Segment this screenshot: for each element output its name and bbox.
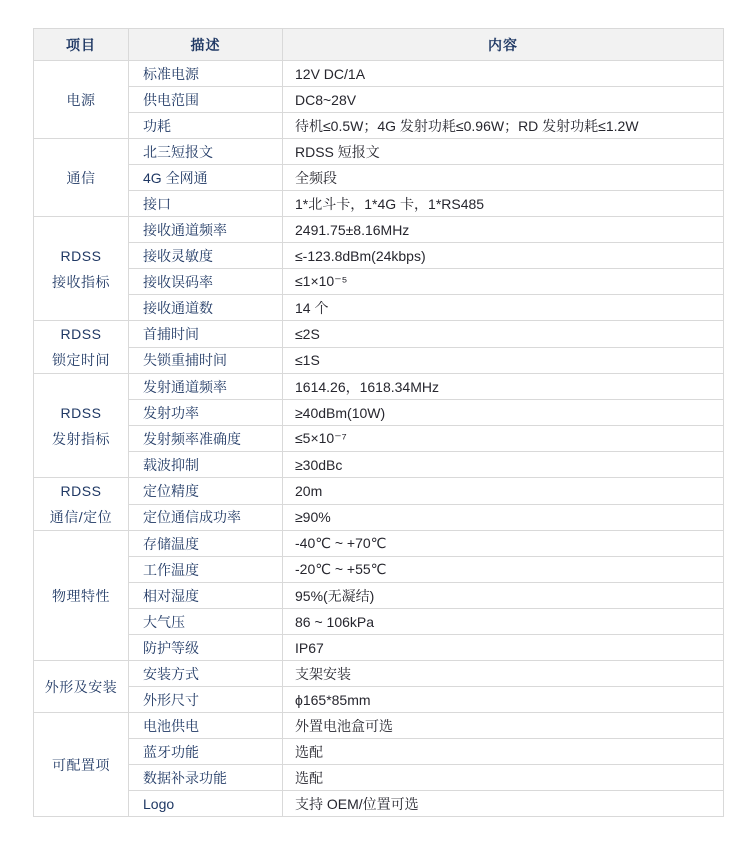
spec-desc-cell: 外形尺寸 — [129, 687, 283, 713]
spec-row — [34, 583, 724, 609]
spec-desc-cell: 数据补录功能 — [129, 765, 283, 791]
spec-desc-cell: 接收通道数 — [129, 295, 283, 321]
spec-content-cell: RDSS 短报文 — [283, 139, 724, 165]
spec-desc-cell: 定位精度 — [129, 478, 283, 505]
spec-desc-cell: 载波抑制 — [129, 452, 283, 478]
spec-table-header — [34, 29, 724, 61]
spec-content-cell: ≤2S — [283, 321, 724, 348]
spec-desc-cell: 蓝牙功能 — [129, 739, 283, 765]
spec-content-cell: 全频段 — [283, 165, 724, 191]
spec-row — [34, 504, 724, 531]
header-item: 项目 — [34, 29, 129, 61]
spec-desc-cell: 电池供电 — [129, 713, 283, 739]
item-group-cell — [34, 321, 129, 374]
spec-desc-cell: 功耗 — [129, 113, 283, 139]
item-group-label: 外形及安装 — [44, 678, 118, 695]
spec-row — [34, 739, 724, 765]
spec-row — [34, 61, 724, 87]
item-group-cell — [34, 478, 129, 531]
spec-desc-cell: 防护等级 — [129, 635, 283, 661]
spec-content-cell: ≥40dBm(10W) — [283, 400, 724, 426]
item-group-label: 接收指标 — [52, 273, 110, 290]
spec-row — [34, 687, 724, 713]
spec-row — [34, 139, 724, 165]
item-group-label: RDSS — [60, 326, 102, 342]
spec-content-cell: ≥30dBc — [283, 452, 724, 478]
item-group-label: RDSS — [60, 247, 102, 264]
spec-content-cell: ≤-123.8dBm(24kbps) — [283, 243, 724, 269]
spec-row — [34, 321, 724, 348]
spec-row — [34, 269, 724, 295]
spec-desc-cell: 接口 — [129, 191, 283, 217]
spec-content-cell: ≤5×10⁻⁷ — [283, 426, 724, 452]
spec-row — [34, 609, 724, 635]
spec-desc-cell: 大气压 — [129, 609, 283, 635]
spec-row — [34, 295, 724, 321]
spec-content-cell: 86 ~ 106kPa — [283, 609, 724, 635]
item-group-label: 物理特性 — [52, 587, 110, 604]
item-group-label: 发射指标 — [52, 430, 110, 447]
spec-row — [34, 531, 724, 557]
header-row — [34, 29, 724, 61]
header-description: 描述 — [129, 29, 283, 61]
spec-content-cell: ≥90% — [283, 504, 724, 531]
item-group-cell — [34, 139, 129, 217]
item-group-cell — [34, 374, 129, 478]
item-group-label: 通信 — [66, 169, 96, 186]
spec-table — [33, 28, 724, 817]
spec-desc-cell: 接收误码率 — [129, 269, 283, 295]
spec-content-cell: 20m — [283, 478, 724, 505]
spec-desc-cell: 相对湿度 — [129, 583, 283, 609]
spec-row — [34, 765, 724, 791]
spec-content-cell: 外置电池盒可选 — [283, 713, 724, 739]
spec-content-cell: 12V DC/1A — [283, 61, 724, 87]
header-content: 内容 — [283, 29, 724, 61]
spec-desc-cell: 北三短报文 — [129, 139, 283, 165]
spec-desc-cell: 存储温度 — [129, 531, 283, 557]
spec-row — [34, 347, 724, 374]
spec-row — [34, 243, 724, 269]
spec-content-cell: -20℃ ~ +55℃ — [283, 557, 724, 583]
spec-desc-cell: 工作温度 — [129, 557, 283, 583]
spec-content-cell: 支架安装 — [283, 661, 724, 687]
spec-content-cell: 1614.26，1618.34MHz — [283, 374, 724, 400]
spec-desc-cell: 发射频率准确度 — [129, 426, 283, 452]
item-group-cell — [34, 531, 129, 661]
item-group-cell — [34, 713, 129, 817]
spec-row — [34, 557, 724, 583]
spec-content-cell: IP67 — [283, 635, 724, 661]
spec-desc-cell: 首捕时间 — [129, 321, 283, 348]
spec-desc-cell: 供电范围 — [129, 87, 283, 113]
spec-desc-cell: 发射通道频率 — [129, 374, 283, 400]
spec-desc-cell: 失锁重捕时间 — [129, 347, 283, 374]
spec-content-cell: DC8~28V — [283, 87, 724, 113]
item-group-label: RDSS — [60, 483, 102, 499]
spec-content-cell: 待机≤0.5W；4G 发射功耗≤0.96W；RD 发射功耗≤1.2W — [283, 113, 724, 139]
spec-content-cell: 支持 OEM/位置可选 — [283, 791, 724, 817]
spec-content-cell: 2491.75±8.16MHz — [283, 217, 724, 243]
spec-content-cell: 14 个 — [283, 295, 724, 321]
spec-desc-cell: 接收灵敏度 — [129, 243, 283, 269]
item-group-cell — [34, 61, 129, 139]
spec-table-body — [34, 61, 724, 817]
spec-row — [34, 191, 724, 217]
spec-row — [34, 113, 724, 139]
spec-content-cell: ϕ165*85mm — [283, 687, 724, 713]
spec-row — [34, 217, 724, 243]
spec-row — [34, 791, 724, 817]
spec-content-cell: ≤1×10⁻⁵ — [283, 269, 724, 295]
spec-row — [34, 478, 724, 505]
item-group-label: 锁定时间 — [52, 352, 110, 368]
spec-desc-cell: 安装方式 — [129, 661, 283, 687]
item-group-label: 电源 — [66, 91, 96, 108]
spec-row — [34, 713, 724, 739]
spec-row — [34, 426, 724, 452]
spec-row — [34, 635, 724, 661]
spec-content-cell: 选配 — [283, 765, 724, 791]
spec-desc-cell: 定位通信成功率 — [129, 504, 283, 531]
spec-content-cell: 95%(无凝结) — [283, 583, 724, 609]
spec-content-cell: 选配 — [283, 739, 724, 765]
spec-page — [0, 28, 750, 860]
spec-content-cell: -40℃ ~ +70℃ — [283, 531, 724, 557]
item-group-label: RDSS — [60, 404, 102, 421]
spec-row — [34, 400, 724, 426]
item-group-cell — [34, 661, 129, 713]
spec-desc-cell: Logo — [129, 791, 283, 817]
spec-row — [34, 87, 724, 113]
item-group-label: 可配置项 — [52, 756, 110, 773]
item-group-label: 通信/定位 — [49, 509, 113, 525]
spec-desc-cell: 标准电源 — [129, 61, 283, 87]
spec-desc-cell: 4G 全网通 — [129, 165, 283, 191]
spec-row — [34, 661, 724, 687]
spec-content-cell: 1*北斗卡，1*4G 卡，1*RS485 — [283, 191, 724, 217]
spec-row — [34, 374, 724, 400]
spec-desc-cell: 接收通道频率 — [129, 217, 283, 243]
spec-row — [34, 165, 724, 191]
item-group-cell — [34, 217, 129, 321]
spec-desc-cell: 发射功率 — [129, 400, 283, 426]
spec-content-cell: ≤1S — [283, 347, 724, 374]
spec-row — [34, 452, 724, 478]
